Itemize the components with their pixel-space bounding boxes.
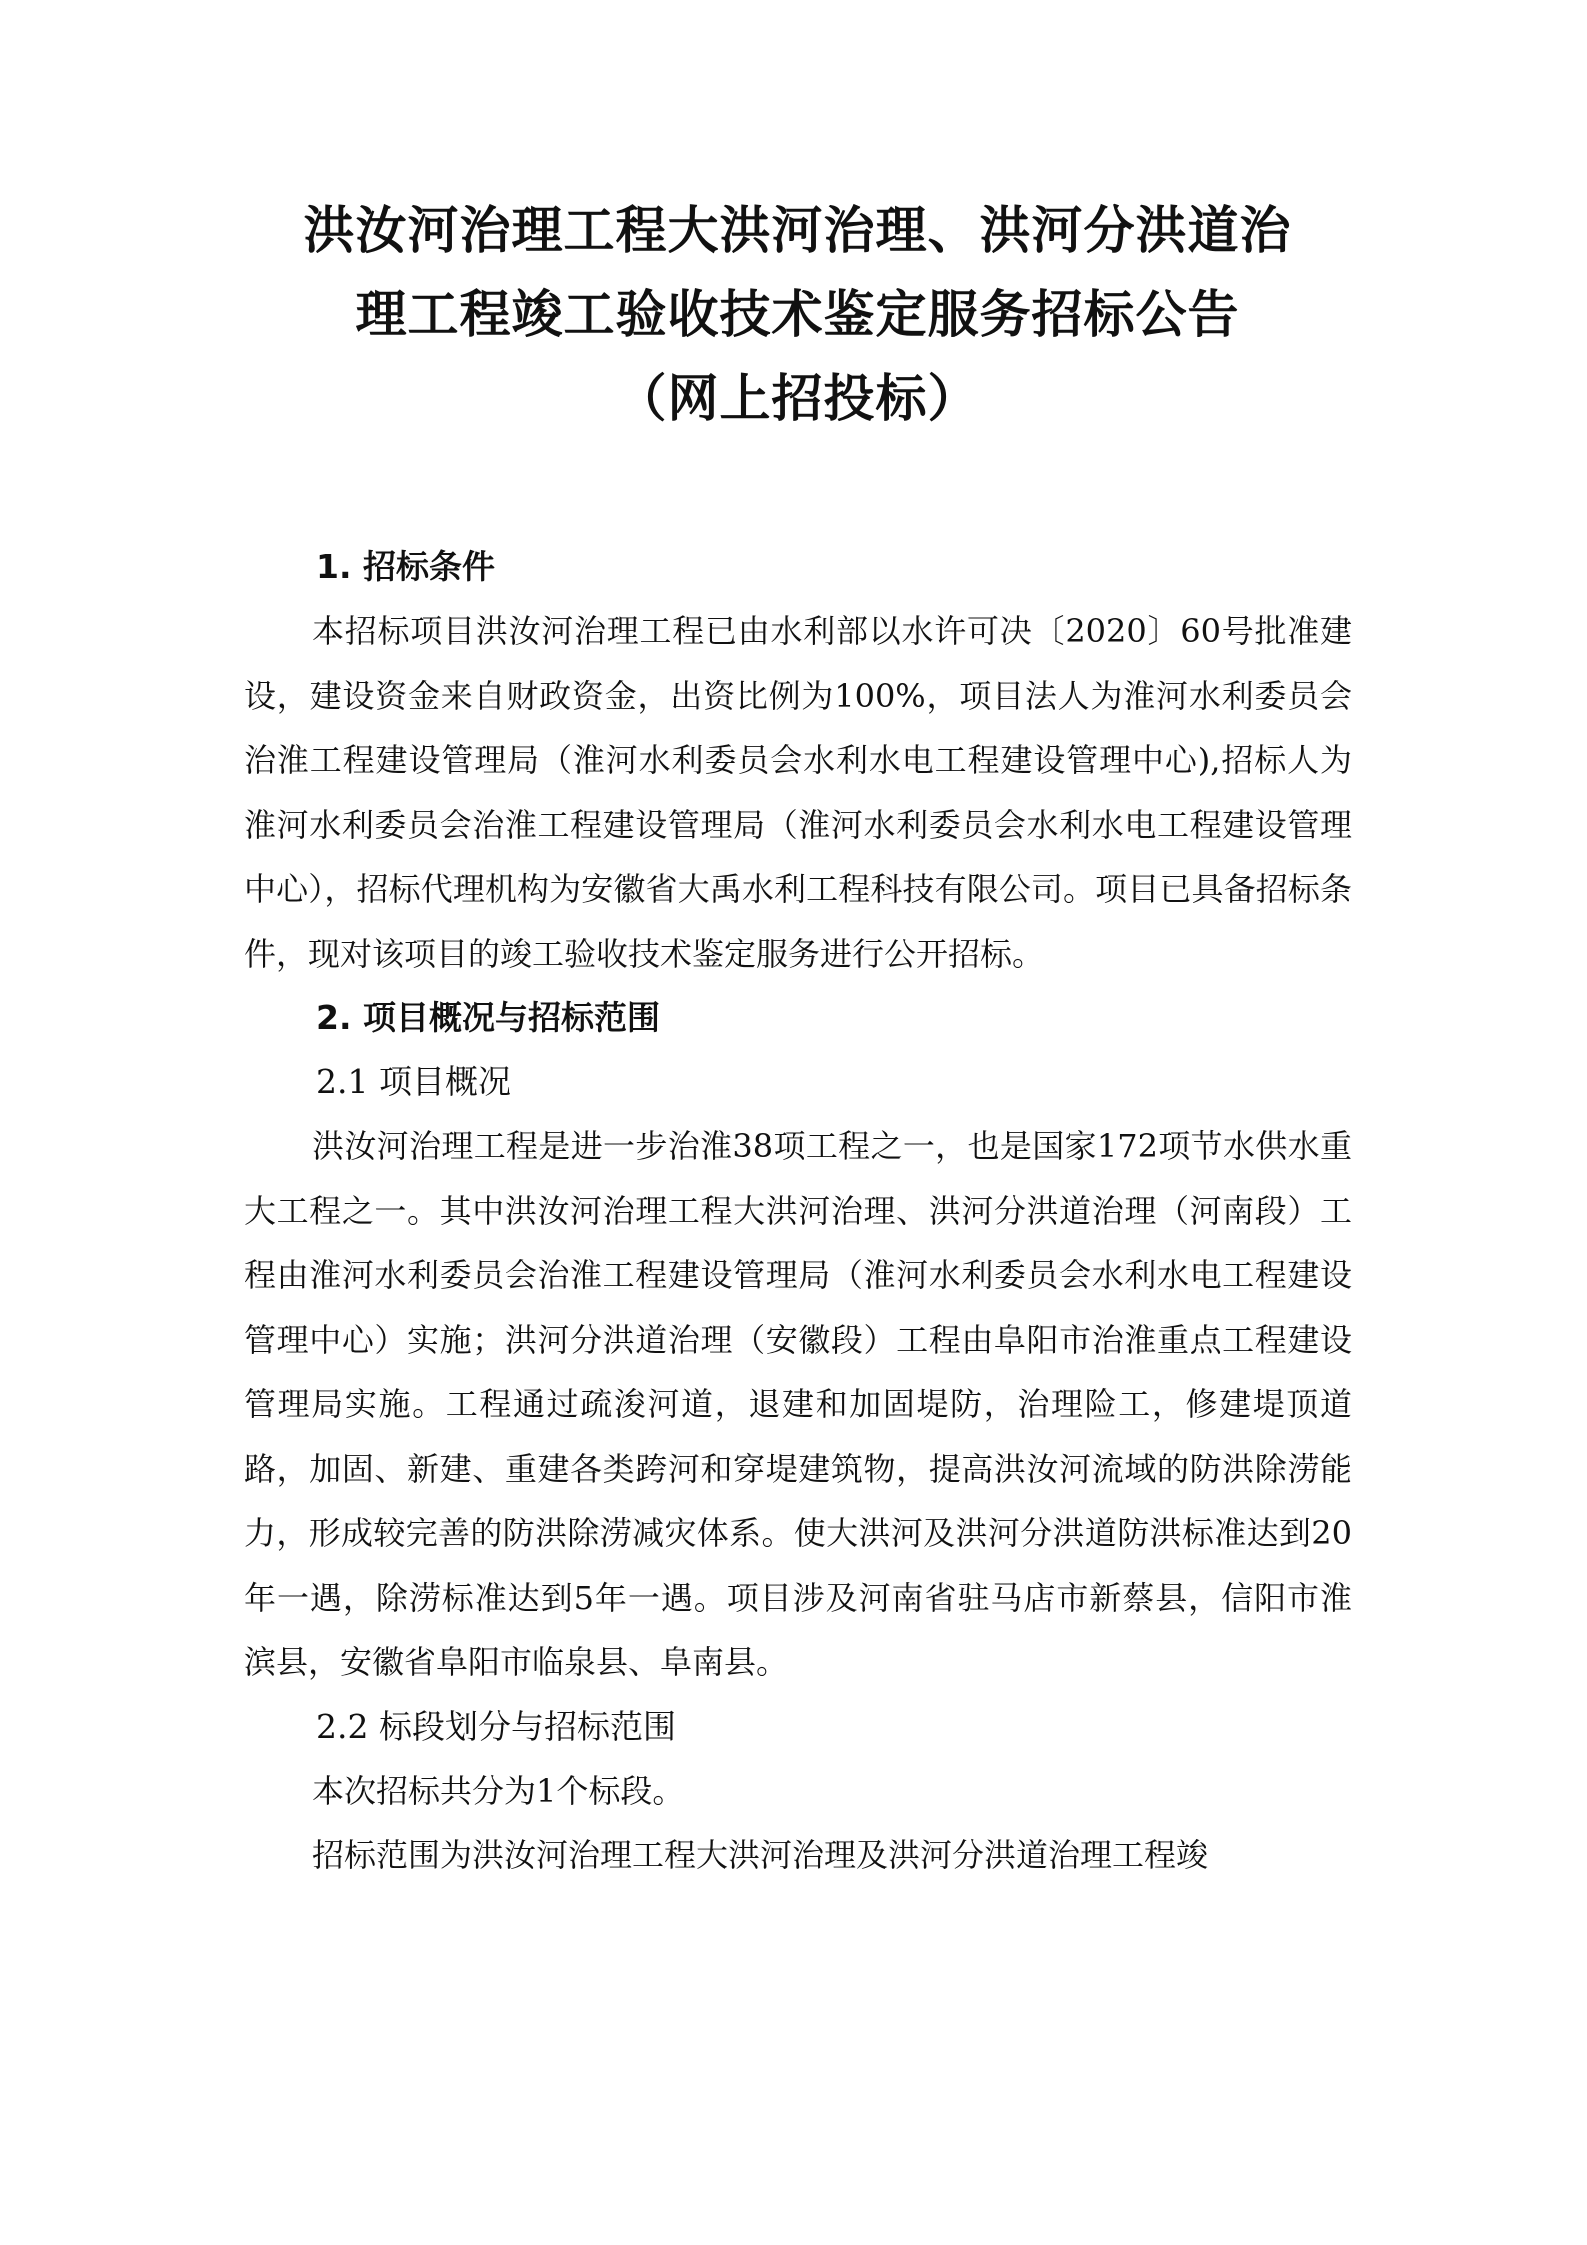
document-body xyxy=(244,535,1352,1888)
paragraph-bidding-conditions: 本招标项目洪汝河治理工程已由水利部以水许可决〔2020〕60号批准建设，建设资金来自财政资金，出资比例为100%，项目法人为淮河水利委员会治淮工程建设管理局（淮河水利委员会水利水电工程建设管理中心),招标人为淮河水利委员会治淮工程建设管理局（淮河水利委员会水利水电工程建设管理中心），招标代理机构为安徽省大禹水利工程科技有限公司。项目已具备招标条件，现对该项目的竣工验收技术鉴定服务进行公开招标。 xyxy=(244,612,1352,973)
title-line-3: （网上招投标） xyxy=(615,370,980,429)
section-heading-project-overview-scope: 2. 项目概况与招标范围 xyxy=(316,998,660,1037)
subsection-title-lot-division-scope: 2.2 标段划分与招标范围 xyxy=(316,1706,676,1746)
title-line-2: 理工程竣工验收技术鉴定服务招标公告 xyxy=(355,286,1240,345)
title-line-1: 洪汝河治理工程大洪河治理、洪河分洪道治 xyxy=(303,202,1292,261)
document-title xyxy=(240,190,1355,442)
subsection-title-project-overview: 2.1 项目概况 xyxy=(316,1062,511,1101)
paragraph-lot-count: 本次招标共分为1个标段。 xyxy=(312,1771,685,1810)
section-heading-bidding-conditions: 1. 招标条件 xyxy=(316,547,495,586)
paragraph-project-overview: 洪汝河治理工程是进一步治淮38项工程之一，也是国家172项节水供水重大工程之一。其中洪汝河治理工程大洪河治理、洪河分洪道治理（河南段）工程由淮河水利委员会治淮工程建设管理局（淮河水利委员会水利水电工程建设管理中心）实施；洪河分洪道治理（安徽段）工程由阜阳市治淮重点工程建设管理局实施。工程通过疏浚河道，退建和加固堤防，治理险工，修建堤顶道路，加固、新建、重建各类跨河和穿堤建筑物，提高洪汝河流域的防洪除涝能力，形成较完善的防洪除涝减灾体系。使大洪河及洪河分洪道防洪标准达到20年一遇，除涝标准达到5年一遇。项目涉及河南省驻马店市新蔡县，信阳市淮滨县，安徽省阜阳市临泉县、阜南县。 xyxy=(244,1127,1352,1681)
paragraph-bidding-scope: 招标范围为洪汝河治理工程大洪河治理及洪河分洪道治理工程竣 xyxy=(312,1836,1209,1874)
